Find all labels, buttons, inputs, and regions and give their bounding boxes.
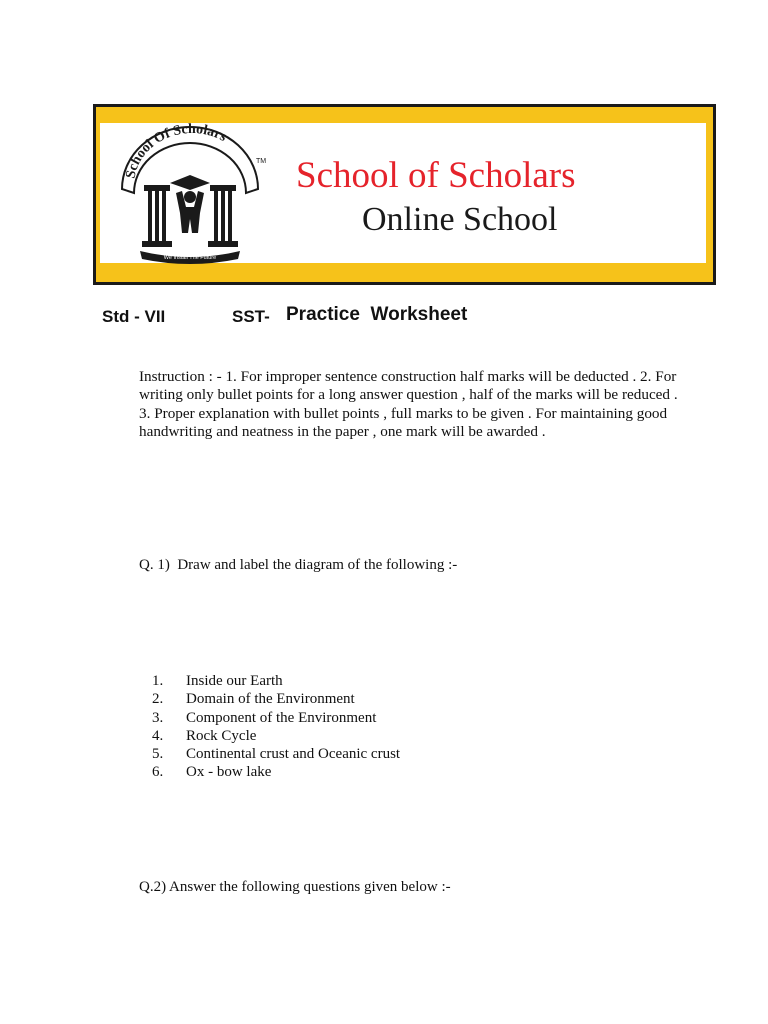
list-item: 2. Domain of the Environment: [152, 691, 355, 708]
school-logo: [110, 123, 270, 265]
question-1: Q. 1) Draw and label the diagram of the following :-: [139, 557, 458, 573]
list-item: 3. Component of the Environment: [152, 709, 377, 726]
subject-label: SST-: [232, 307, 270, 326]
worksheet-title: Practice Worksheet: [286, 304, 468, 325]
graduate-icon: [170, 175, 210, 233]
question-2: Q.2) Answer the following questions given below :-: [139, 879, 451, 895]
banner-content: [100, 123, 706, 263]
list-item: 4. Rock Cycle: [152, 727, 257, 744]
list-item: 1. Inside our Earth: [152, 673, 283, 689]
instruction-text: Instruction : - 1. For improper sentence construction half marks will be deducted . 2. For writing only bullet points for a long answer question , half of the marks will be reduced . 3. Proper explanation with bullet points , full marks to be given . For maintaining good handwriting and neatness in the paper , one mark will be awarded .: [139, 368, 678, 440]
logo-motto: We Install The Future: [163, 255, 217, 261]
brand-title: School of Scholars: [296, 155, 576, 196]
standard-label: Std - VII: [102, 307, 166, 326]
header-banner: [93, 104, 716, 285]
logo-tm: TM: [256, 158, 267, 165]
logo-arc-text: School Of Scholars: [123, 123, 230, 180]
banner-frame: [96, 107, 713, 282]
list-item: 6. Ox - bow lake: [152, 764, 272, 781]
question-1-list: [139, 672, 400, 782]
brand-subtitle: Online School: [362, 201, 558, 238]
list-item: 5. Continental crust and Oceanic crust: [152, 746, 401, 763]
